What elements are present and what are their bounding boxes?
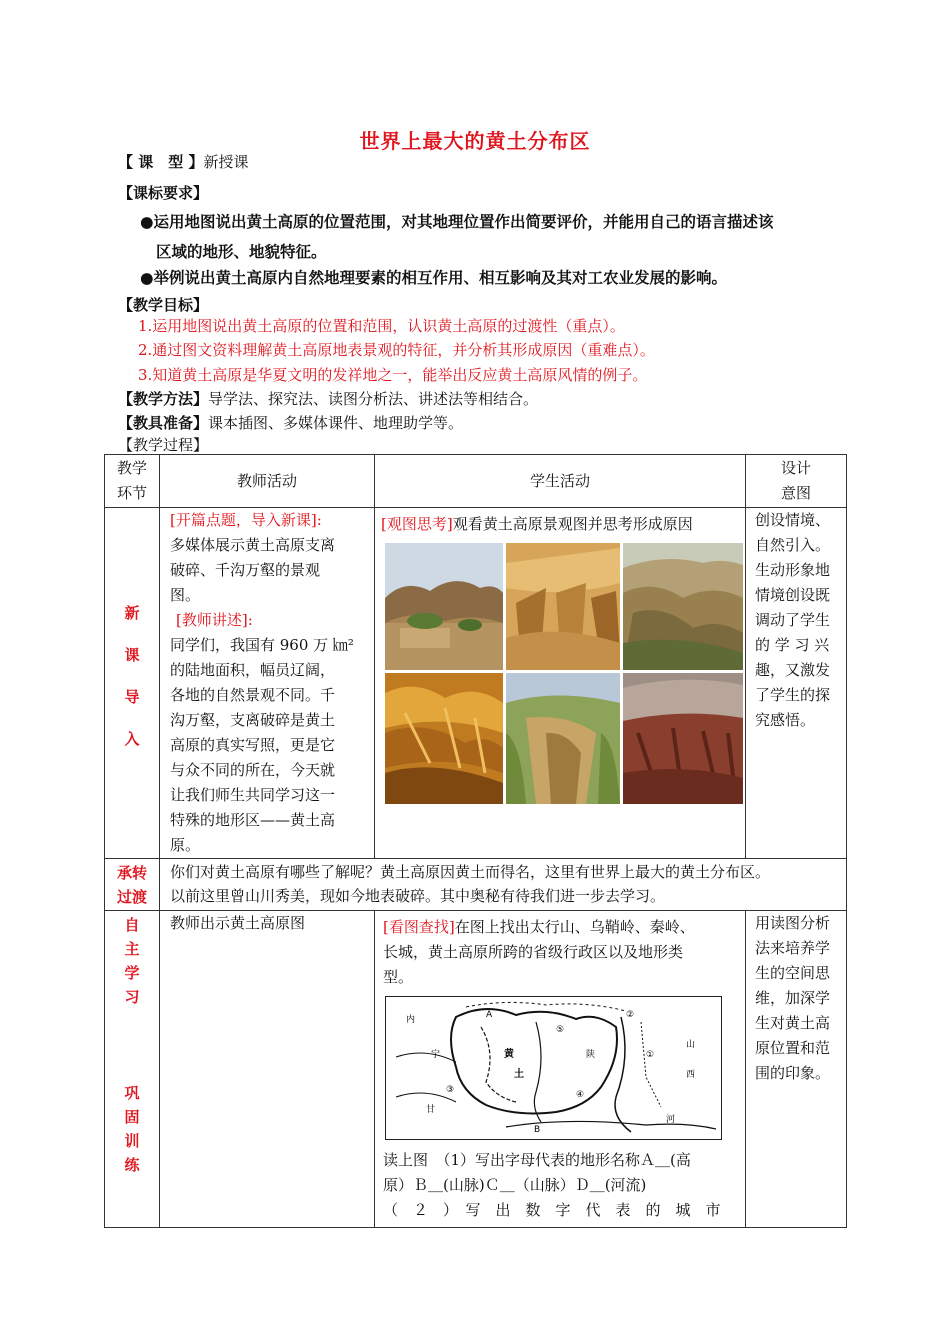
map-label-shanxi: 山	[686, 1040, 696, 1050]
header-stage: 教学 环节	[105, 455, 160, 508]
teacher-tag-lecture: [教师讲述]:	[176, 611, 253, 629]
map-label-gansu: 甘	[426, 1105, 436, 1115]
loess-photo-1	[385, 543, 503, 670]
teacher-tag-opening: [开篇点题，导入新课]:	[170, 511, 322, 529]
stage-transition: 承转 过渡	[105, 859, 160, 911]
teaching-process-table	[104, 454, 847, 1228]
course-type-label: 【 课 型 】	[118, 153, 204, 171]
stage-self-study: 自 主 学 习 巩 固 训 练	[105, 911, 160, 1228]
map-label-neimeng: 内	[406, 1015, 416, 1025]
loess-photo-4	[385, 673, 503, 804]
teacher-activity-map: 教师出示黄土高原图	[160, 911, 375, 1228]
map-label-ningxia: 宁	[431, 1050, 441, 1060]
header-teacher: 教师活动	[160, 455, 375, 508]
loess-photo-3	[623, 543, 743, 670]
loess-landscape-photos	[385, 543, 741, 804]
student-activity-map: [看图查找]在图上找出太行山、乌鞘岭、秦岭、 长城，黄土高原所跨的省级行政区以及地形类 型。 内 山 西 河 黄 土 陕 宁 甘 ① ② ③ ④ ⑤ B A 读上图 （1）写出字母代表的地形名称Ａ＿(高 原）Ｂ＿(山脉)Ｃ＿（山脉）Ｄ＿(河流) （ ２ ） 写 出 数 字 代 表 的 城 市	[375, 911, 746, 1228]
loess-photo-6	[623, 673, 743, 804]
teacher-text-1: 多媒体展示黄土高原支离 破碎、千沟万壑的景观 图。	[170, 536, 336, 604]
methods-line	[118, 388, 538, 410]
map-label-circle-5: ⑤	[556, 1025, 565, 1035]
goals-heading: 【教学目标】	[118, 296, 209, 314]
loess-photo-2	[506, 543, 620, 670]
map-label-A: A	[486, 1010, 493, 1020]
course-type-line	[118, 151, 248, 173]
map-label-B: B	[534, 1125, 541, 1135]
standard-item-2: ●举例说出黄土高原内自然地理要素的相互作用、相互影响及其对工农业发展的影响。	[140, 269, 728, 287]
goal-item-3: 3.知道黄土高原是华夏文明的发祥地之一，能举出反应黄土高原风情的例子。	[138, 366, 648, 384]
student-text-observe: 观看黄土高原景观图并思考形成原因	[452, 515, 693, 533]
loess-plateau-map	[385, 996, 722, 1140]
standard-item-1	[140, 207, 774, 267]
student-tag-observe: [观图思考]	[381, 515, 453, 533]
standard-item-1-line2: 区域的地形、地貌特征。	[156, 243, 327, 261]
tools-label: 【教具准备】	[118, 414, 209, 432]
design-intent-intro: 创设情境、 自然引入。 生动形象地 情境创设既 调动了学生 的 学 习 兴 趣，又激发 了学生的探 究感悟。	[746, 508, 847, 859]
map-label-circle-2: ②	[626, 1010, 635, 1020]
student-activity-intro	[375, 508, 746, 859]
map-label-xi: 西	[686, 1070, 696, 1080]
goal-item-1: 1.运用地图说出黄土高原的位置和范围，认识黄土高原的过渡性（重点）。	[138, 317, 625, 335]
standards-heading: 【课标要求】	[118, 184, 209, 202]
methods-value: 导学法、探究法、读图分析法、讲述法等相结合。	[208, 390, 539, 408]
standard-item-1-line1: ●运用地图说出黄土高原的位置范围，对其地理位置作出简要评价，并能用自己的语言描述该	[140, 213, 774, 231]
table-row-self-study	[105, 911, 847, 1228]
stage-new-lesson: 新 课 导 入	[105, 508, 160, 859]
teacher-text-2: 同学们，我国有 960 万 ㎞² 的陆地面积，幅员辽阔， 各地的自然景观不同。千 沟万壑，支离破碎是黄土 高原的真实写照，更是它 与众不同的所在，今天就 让我们师生共同学习这一 特殊的地形区——黄土高 原。	[170, 636, 354, 854]
map-label-circle-4: ④	[576, 1090, 585, 1100]
process-heading: 【教学过程】	[118, 436, 209, 454]
tools-line	[118, 412, 463, 434]
map-label-tu: 土	[514, 1069, 524, 1080]
teacher-activity-intro	[160, 508, 375, 859]
map-label-henan: 河	[666, 1115, 676, 1125]
transition-text: 你们对黄土高原有哪些了解呢？黄土高原因黄土而得名，这里有世界上最大的黄土分布区。 以前这里曾山川秀美，现如今地表破碎。其中奥秘有待我们进一步去学习。	[160, 859, 847, 911]
map-label-loess: 黄	[504, 1049, 514, 1060]
methods-label: 【教学方法】	[118, 390, 209, 408]
student-tag-find: [看图查找]	[383, 918, 455, 936]
map-label-circle-3: ③	[446, 1085, 455, 1095]
header-design: 设计 意图	[746, 455, 847, 508]
table-row-transition	[105, 859, 847, 911]
map-label-circle-1: ①	[646, 1050, 655, 1060]
table-header-row	[105, 455, 847, 508]
map-label-shaan: 陕	[586, 1050, 596, 1060]
tools-value: 课本插图、多媒体课件、地理助学等。	[208, 414, 464, 432]
course-type-value: 新授课	[203, 153, 249, 171]
map-drawing	[386, 997, 721, 1139]
header-student: 学生活动	[375, 455, 746, 508]
design-intent-map: 用读图分析 法来培养学 生的空间思 维，加深学 生对黄土高 原位置和范 围的印象。	[746, 911, 847, 1228]
goal-item-2: 2.通过图文资料理解黄土高原地表景观的特征，并分析其形成原因（重难点）。	[138, 341, 655, 359]
loess-photo-5	[506, 673, 620, 804]
table-row-intro	[105, 508, 847, 859]
page-title: 世界上最大的黄土分布区	[359, 129, 591, 153]
